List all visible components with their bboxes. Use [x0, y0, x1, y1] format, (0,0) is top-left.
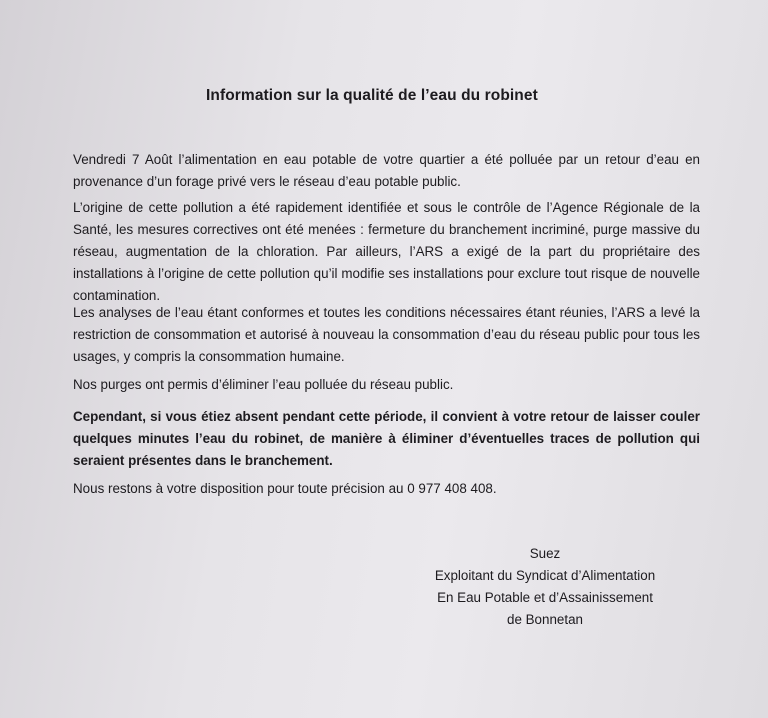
- signature-line-2: En Eau Potable et d’Assainissement: [437, 590, 653, 605]
- document-title: Information sur la qualité de l’eau du robinet: [206, 87, 538, 104]
- paragraph-contact: Nous restons à votre disposition pour toute précision au 0 977 408 408.: [73, 481, 497, 496]
- signature-line-3: de Bonnetan: [507, 612, 583, 627]
- signature-line-1: Exploitant du Syndicat d’Alimentation: [434, 568, 656, 583]
- paragraph-incident: Vendredi 7 Août l’alimentation en eau potable de votre quartier a été polluée par un retour d’eau en provenance d’un forage privé vers le réseau d’eau potable public.: [73, 152, 700, 189]
- paragraph-restriction-lifted: Les analyses de l’eau étant conformes et toutes les conditions nécessaires étant réunies, l’ARS a levé la restriction de consommation et autorisé à nouveau la consommation d’eau du réseau public pour tous les usages, y compris la consommation humaine.: [73, 305, 700, 364]
- paragraph-warning: Cependant, si vous étiez absent pendant cette période, il convient à votre retour de laisser couler quelques minutes l’eau du robinet, de manière à éliminer d’éventuelles traces de pollution qui seraient présentes dans le branchement.: [73, 409, 700, 468]
- paragraph-corrective-measures: L’origine de cette pollution a été rapidement identifiée et sous le contrôle de l’Agence Régionale de la Santé, les mesures correctives ont été menées : fermeture du branchement incriminé, purge massive du réseau, augmentation de la chloration. Par ailleurs, l’ARS a exigé de la part du propriétaire des installations à l’origine de cette pollution qu’il modifie ses installations pour exclure tout risque de nouvelle contamination.: [73, 200, 700, 303]
- signature-block: [400, 543, 690, 631]
- signature-name: Suez: [529, 546, 561, 561]
- paragraph-purges: Nos purges ont permis d’éliminer l’eau polluée du réseau public.: [73, 377, 454, 392]
